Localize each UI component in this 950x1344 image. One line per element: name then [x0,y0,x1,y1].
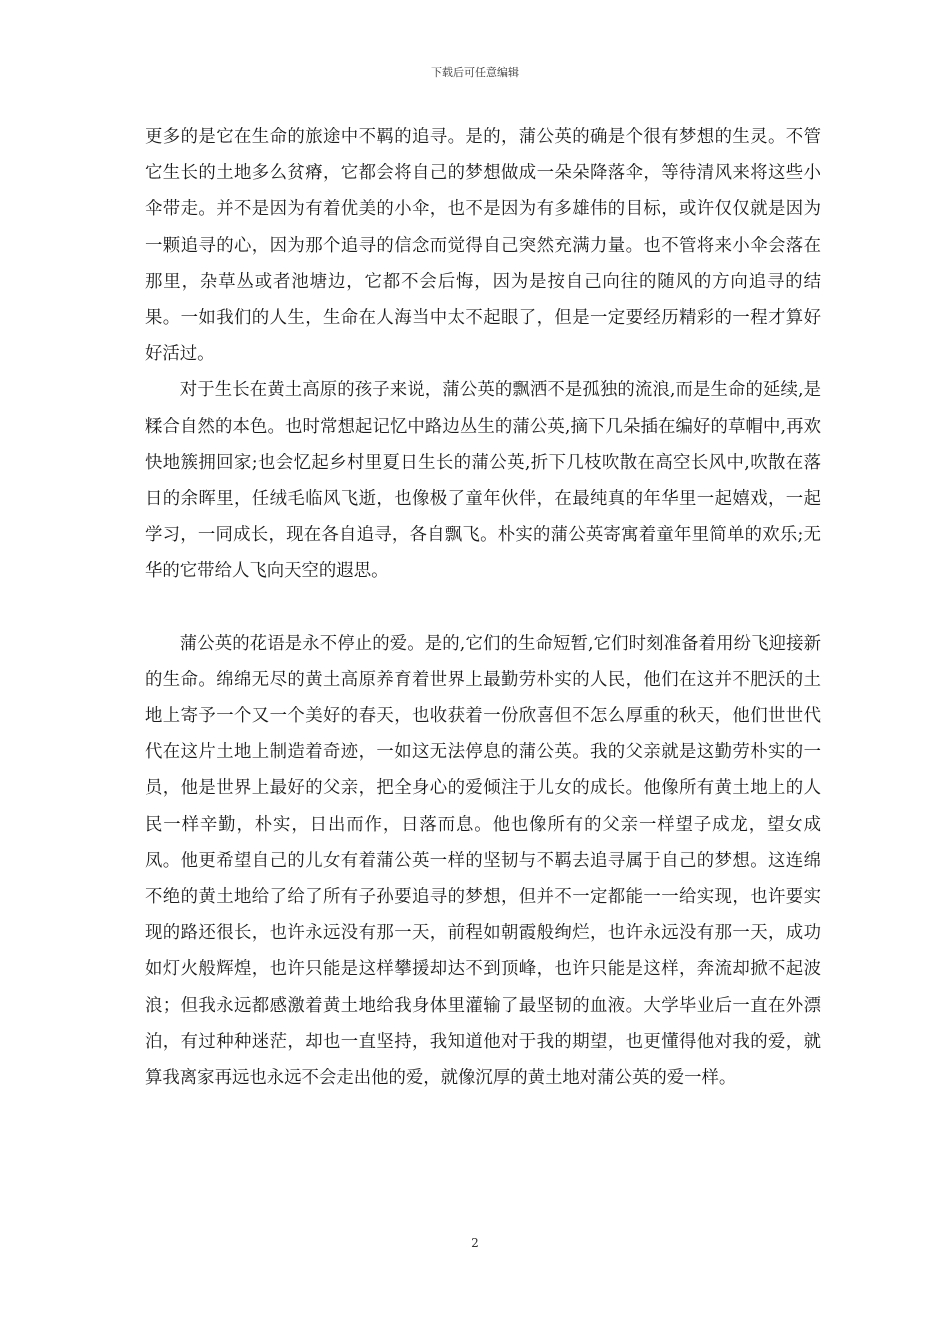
page-number: 2 [471,1236,479,1250]
paragraph-2: 对于生长在黄土高原的孩子来说，蒲公英的飘洒不是孤独的流浪,而是生命的延续,是糅合自然的本色。也时常想起记忆中路边丛生的蒲公英,摘下几朵插在编好的草帽中,再欢快地簇拥回家;也会忆起乡村里夏日生长的蒲公英,折下几枝吹散在高空长风中,吹散在落日的余晖里，任绒毛临风飞逝，也像极了童年伙伴，在最纯真的年华里一起嬉戏，一起学习，一同成长，现在各自追寻，各自飘飞。朴实的蒲公英寄寓着童年里简单的欢乐;无华的它带给人飞向天空的遐思。 [145,380,821,582]
document-body [145,119,821,1096]
paragraph-3: 蒲公英的花语是永不停止的爱。是的,它们的生命短暂,它们时刻准备着用纷飞迎接新的生命。绵绵无尽的黄土高原养育着世界上最勤劳朴实的人民，他们在这并不肥沃的土地上寄予一个又一个美好的春天，也收获着一份欣喜但不怎么厚重的秋天，他们世世代代在这片土地上制造着奇迹，一如这无法停息的蒲公英。我的父亲就是这勤劳朴实的一员，他是世界上最好的父亲，把全身心的爱倾注于儿女的成长。他像所有黄土地上的人民一样辛勤，朴实，日出而作，日落而息。他也像所有的父亲一样望子成龙，望女成凤。他更希望自己的儿女有着蒲公英一样的坚韧与不羁去追寻属于自己的梦想。这连绵不绝的黄土地给了给了所有子孙要追寻的梦想，但并不一定都能一一给实现，也许要实现的路还很长，也许永远没有那一天，前程如朝霞般绚烂，也许永远没有那一天，成功如灯火般辉煌，也许只能是这样攀援却达不到顶峰，也许只能是这样，奔流却掀不起波浪；但我永远都感激着黄土地给我身体里灌输了最坚韧的血液。大学毕业后一直在外漂泊，有过种种迷茫，却也一直坚持，我知道他对于我的期望，也更懂得他对我的爱，就算我离家再远也永远不会走出他的爱，就像沉厚的黄土地对蒲公英的爱一样。 [145,633,821,1089]
page-header: 下载后可任意编辑 [431,66,519,79]
paragraph-1: 更多的是它在生命的旅途中不羁的追寻。是的，蒲公英的确是个很有梦想的生灵。不管它生长的土地多么贫瘠，它都会将自己的梦想做成一朵朵降落伞，等待清风来将这些小伞带走。并不是因为有着优美的小伞，也不是因为有多雄伟的目标，或许仅仅就是因为一颗追寻的心，因为那个追寻的信念而觉得自己突然充满力量。也不管将来小伞会落在那里，杂草丛或者池塘边，它都不会后悔，因为是按自己向往的随风的方向追寻的结果。一如我们的人生，生命在人海当中太不起眼了，但是一定要经历精彩的一程才算好好活过。 [145,127,821,365]
